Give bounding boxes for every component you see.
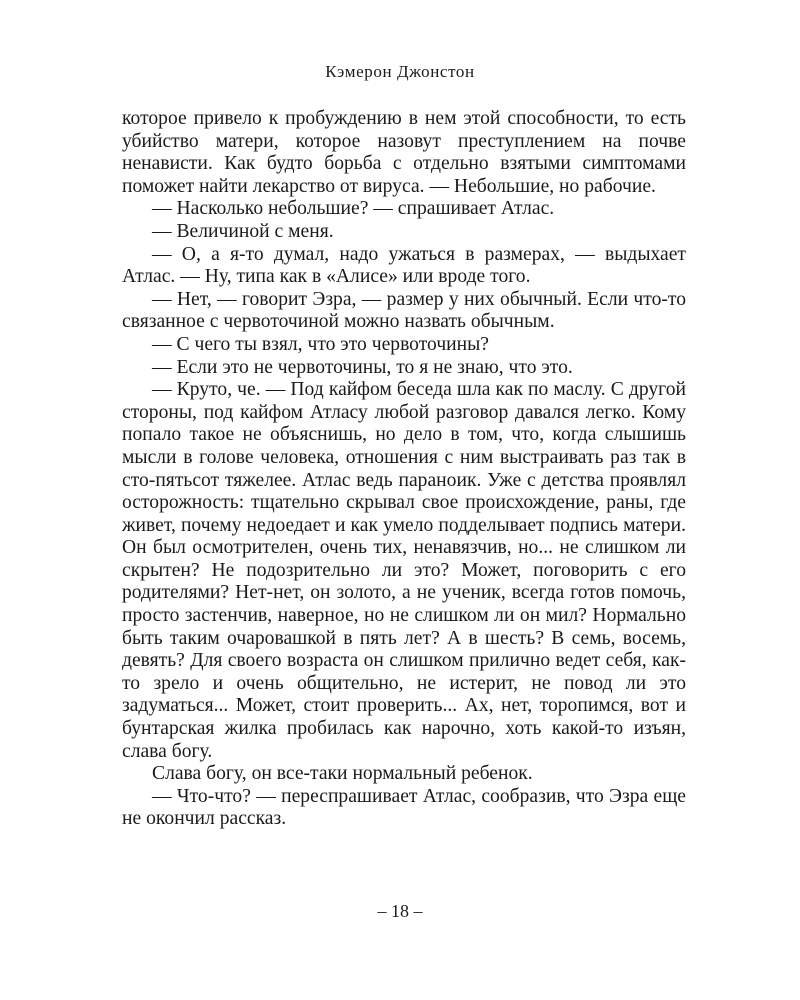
paragraph: — Насколько небольшие? — спрашивает Атлас.	[152, 198, 555, 220]
page-number: – 18 –	[377, 901, 423, 921]
paragraph: — С чего ты взял, что это червоточины?	[152, 333, 490, 355]
body-text	[122, 108, 686, 831]
paragraph: — Что-что? — переспрашивает Атлас, сообразив, что Эзра еще не окончил рассказ.	[122, 785, 686, 830]
paragraph: — Нет, — говорит Эзра, — размер у них обычный. Если что-то связанное с червоточиной можно назвать обычным.	[122, 288, 686, 333]
paragraph: Слава богу, он все-таки нормальный ребенок.	[152, 763, 533, 785]
paragraph: — Величиной с меня.	[152, 220, 334, 242]
paragraph: которое привело к пробуждению в нем этой способности, то есть убийство матери, которое назовут преступлением на почве ненависти. Как будто борьба с отдельно взятыми симптомами поможет найти лекарство от вируса. — Небольшие, но рабочие.	[122, 108, 686, 197]
paragraph: — Круто, че. — Под кайфом беседа шла как по маслу. С другой стороны, под кайфом Атласу любой разговор давался легко. Кому попало такое не объяснишь, но дело в том, что, когда слышишь мысли в голове человека, отношения с ним выстраивать раз так в сто-пятьсот тяжелее. Атлас ведь параноик. Уже с детства проявлял осторожность: тщательно скрывал свое происхождение, раны, где живет, почему недоедает и как умело подделывает подпись матери. Он был осмотрителен, очень тих, ненавязчив, но... не слишком ли скрытен? Не подозрительно ли это? Может, поговорить с его родителями? Нет-нет, он золото, а не ученик, всегда готов помочь, просто застенчив, наверное, но не слишком ли он мил? Нормально быть таким очаровашкой в пять лет? А в шесть? В семь, восемь, девять? Для своего возраста он слишком прилично ведет себя, как-то зрело и очень общительно, не истерит, не повод ли это задуматься... Может, стоит проверить... Ах, нет, торопимся, вот и бунтарская жилка пробилась как нарочно, хоть какой-то изъян, слава богу.	[122, 379, 686, 762]
paragraph: — Если это не червоточины, то я не знаю, что это.	[152, 356, 573, 378]
running-head: Кэмерон Джонстон	[325, 62, 475, 81]
paragraph: — О, а я-то думал, надо ужаться в размерах, — выдыхает Атлас. — Ну, типа как в «Алисе» или вроде того.	[122, 243, 686, 288]
